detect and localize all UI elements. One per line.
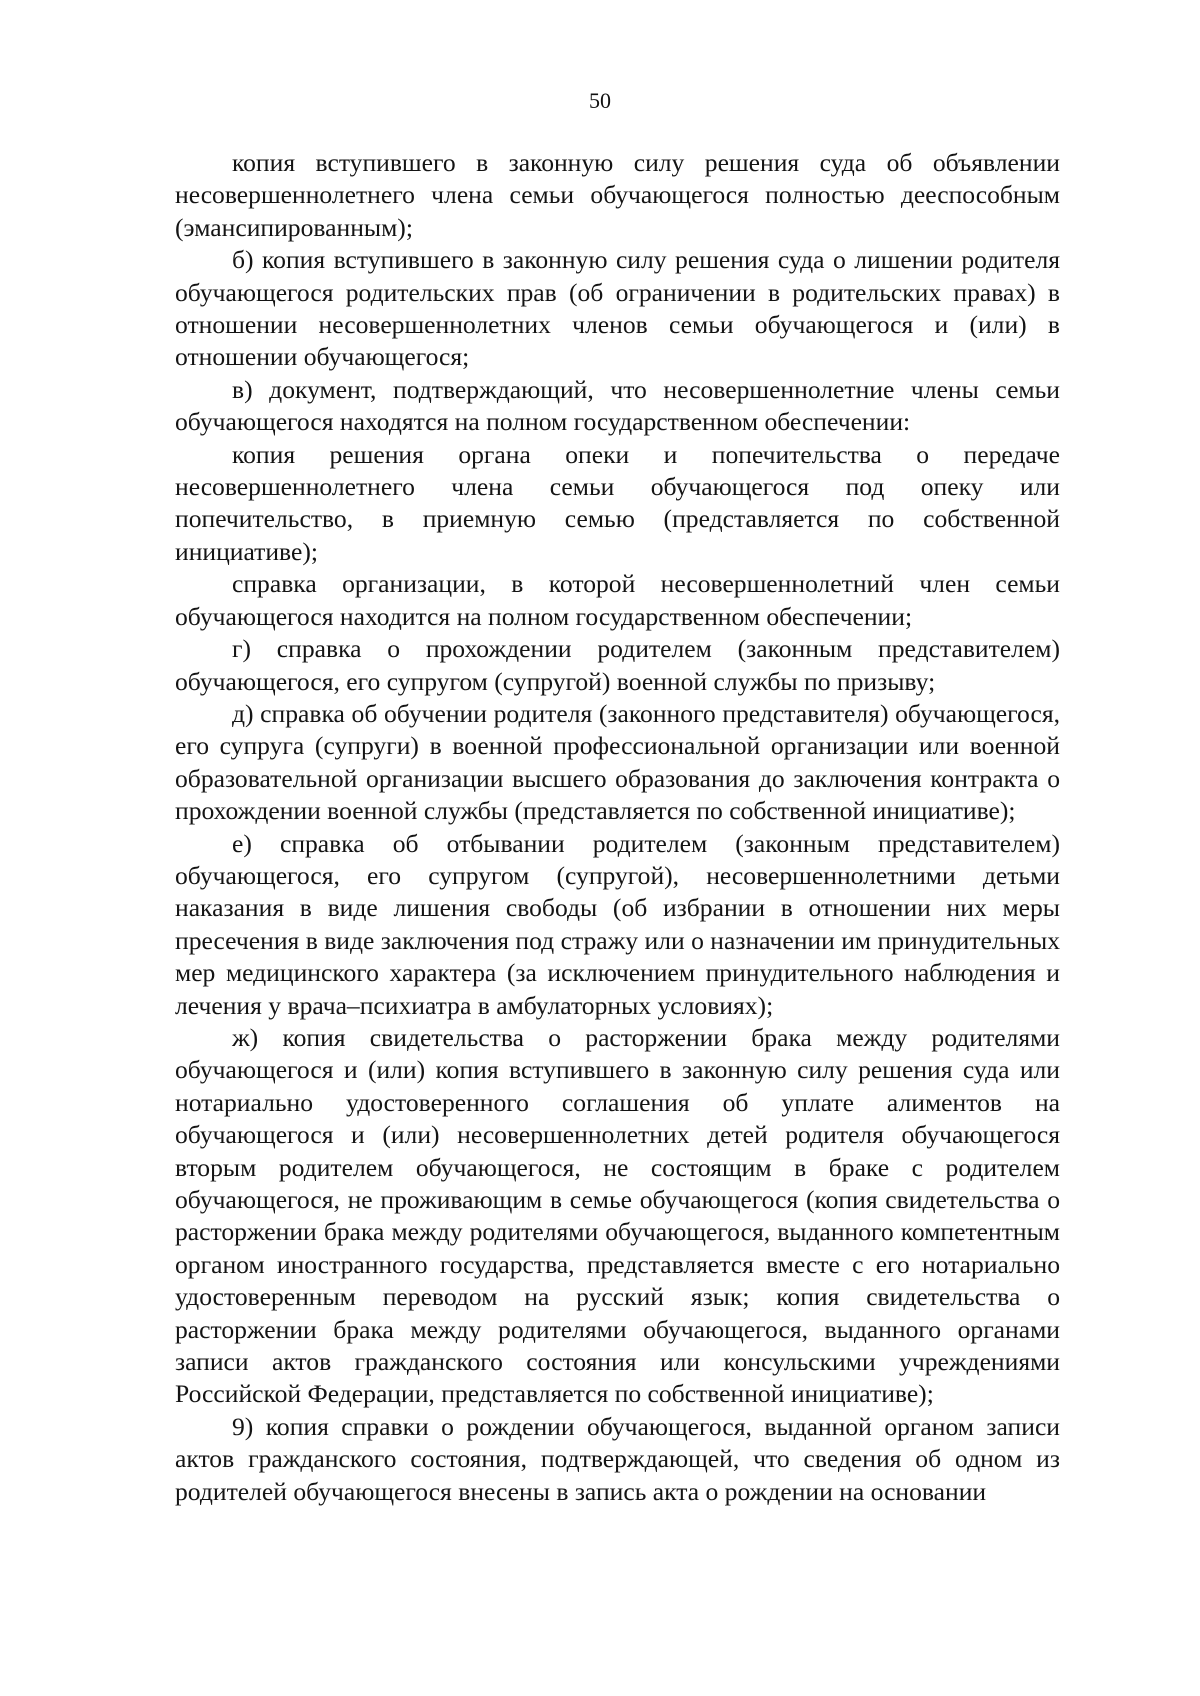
paragraph-b-parental-rights: б) копия вступившего в законную силу решения суда о лишении родителя обучающегося родительских прав (об ограничении в родительских правах) в отношении несовершеннолетних членов семьи обучающегося и (или) в отношении обучающегося;	[175, 245, 1060, 372]
page-number: 50	[589, 88, 611, 113]
paragraph-zh-divorce: ж) копия свидетельства о расторжении брака между родителями обучающегося и (или) копия вступившего в законную силу решения суда или нотариально удостоверенного соглашения об уплате алиментов на обучающегося и (или) несовершеннолетних детей родителя обучающегося вторым родителем обучающегося, не состоящим в браке с родителем обучающегося, не проживающим в семье обучающегося (копия свидетельства о расторжении брака между родителями обучающегося, выданного компетентным органом иностранного государства, представляется вместе с его нотариально удостоверенным переводом на русский язык; копия свидетельства о расторжении брака между родителями обучающегося, выданного органами записи актов гражданского состояния или консульскими учреждениями Российской Федерации, представляется по собственной инициативе);	[175, 1022, 1060, 1409]
document-body	[175, 147, 1060, 1508]
paragraph-v-state-support: в) документ, подтверждающий, что несовершеннолетние члены семьи обучающегося находятся на полном государственном обеспечении:	[175, 374, 1060, 437]
paragraph-organization-certificate: справка организации, в которой несовершеннолетний член семьи обучающегося находится на полном государственном обеспечении;	[175, 569, 1060, 631]
paragraph-guardianship-decision: копия решения органа опеки и попечительства о передаче несовершеннолетнего члена семьи обучающегося под опеку или попечительство, в приемную семью (представляется по собственной инициативе);	[175, 439, 1060, 566]
paragraph-e-imprisonment: е) справка об отбывании родителем (законным представителем) обучающегося, его супругом (супругой), несовершеннолетними детьми наказания в виде лишения свободы (об избрании в отношении них меры пресечения в виде заключения под стражу или о назначении им принудительных мер медицинского характера (за исключением принудительного наблюдения и лечения у врача–психиатра в амбулаторных условиях);	[175, 828, 1060, 1020]
paragraph-g-military-service: г) справка о прохождении родителем (законным представителем) обучающегося, его супругом (супругой) военной службы по призыву;	[175, 634, 1060, 696]
paragraph-9-birth-certificate: 9) копия справки о рождении обучающегося, выданной органом записи актов гражданского состояния, подтверждающей, что сведения об одном из родителей обучающегося внесены в запись акта о рождении на основании	[175, 1411, 1060, 1506]
paragraph-emancipation-copy: копия вступившего в законную силу решения суда об объявлении несовершеннолетнего члена семьи обучающегося полностью дееспособным (эмансипированным);	[175, 148, 1060, 242]
paragraph-d-military-education: д) справка об обучении родителя (законного представителя) обучающегося, его супруга (супруги) в военной профессиональной организации или военной образовательной организации высшего образования до заключения контракта о прохождении военной службы (представляется по собственной инициативе);	[175, 698, 1060, 826]
